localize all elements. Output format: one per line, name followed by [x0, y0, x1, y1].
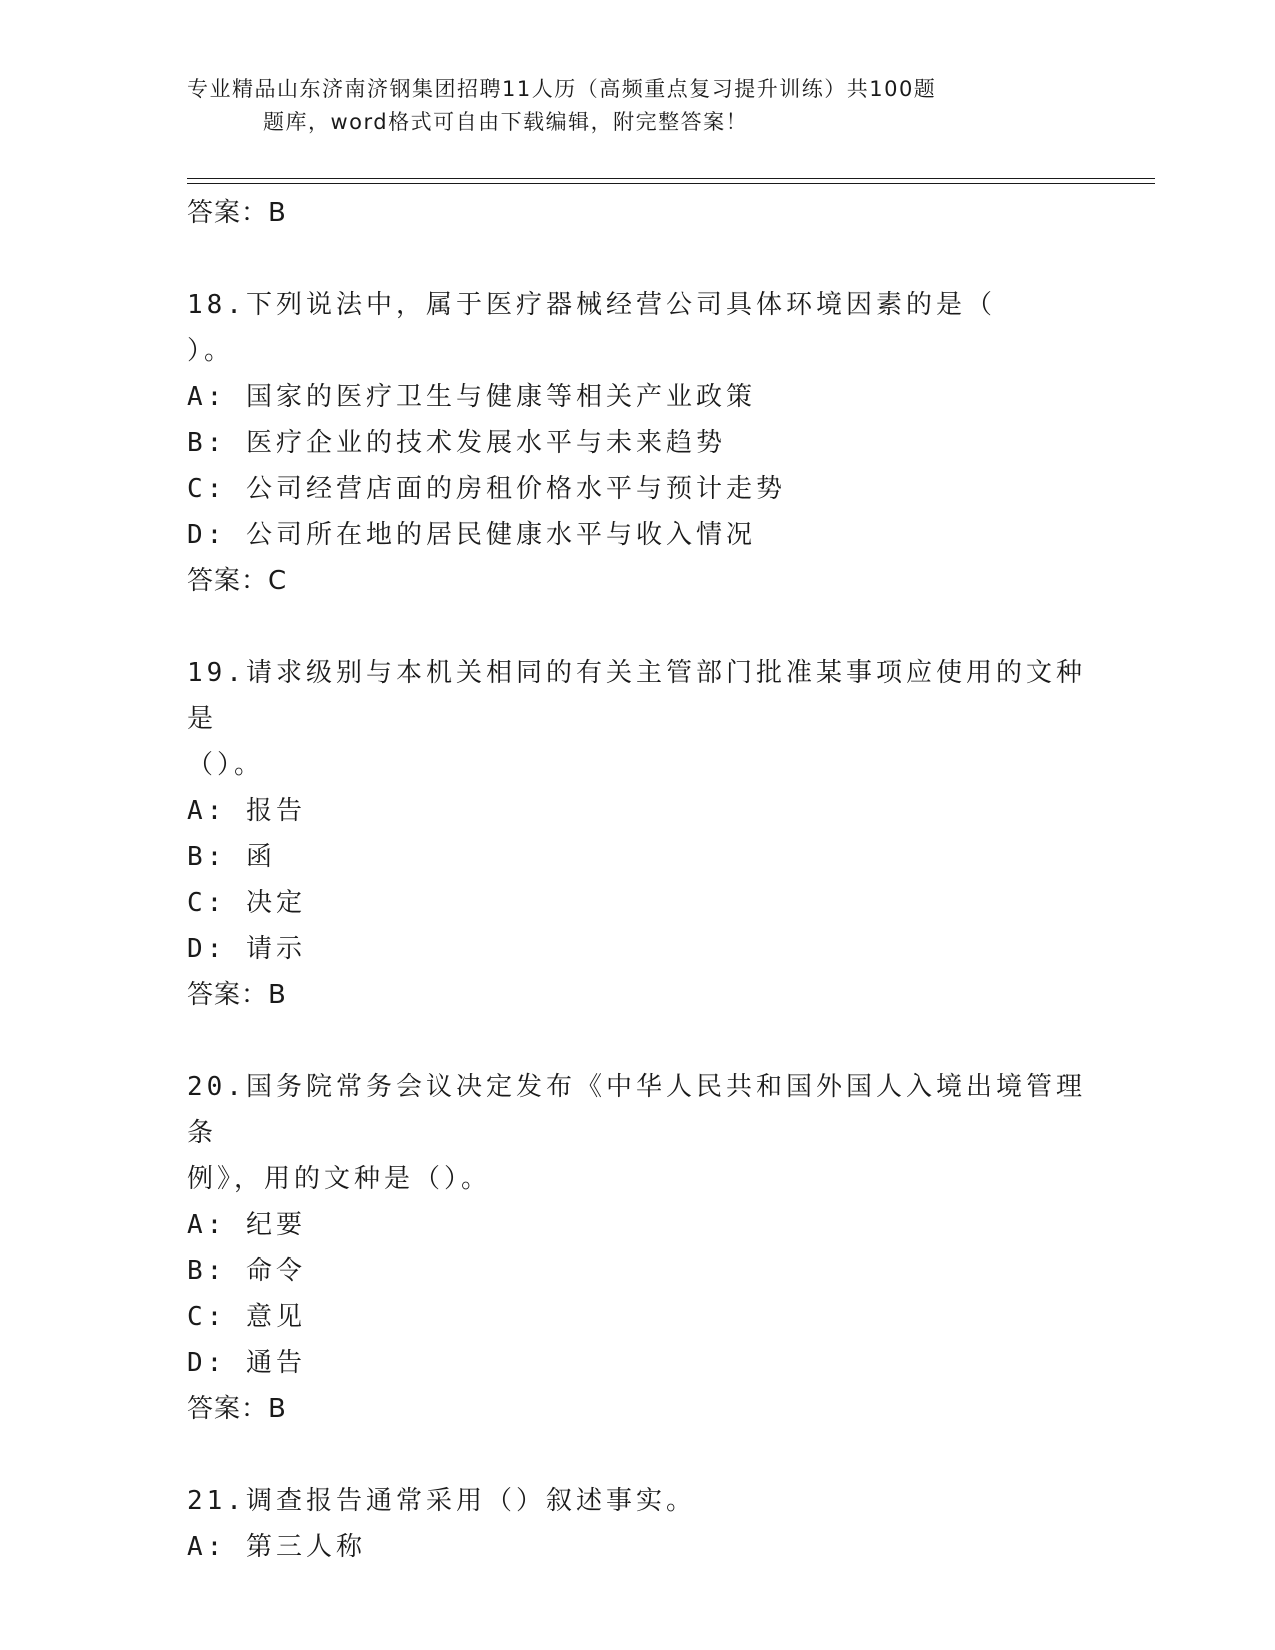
question-20	[187, 1064, 1087, 1432]
question-text: 20.国务院常务会议决定发布《中华人民共和国外国人入境出境管理条	[187, 1072, 1086, 1148]
option-d: D: 公司所在地的居民健康水平与收入情况	[187, 520, 756, 550]
option-a: A: 国家的医疗卫生与健康等相关产业政策	[187, 382, 756, 412]
previous-answer: 答案：B	[187, 198, 287, 228]
header-title-line2: 题库，word格式可自由下载编辑，附完整答案！	[263, 110, 749, 134]
option-a: A: 报告	[187, 796, 306, 826]
option-a: A: 第三人称	[187, 1532, 366, 1562]
option-a: A: 纪要	[187, 1210, 306, 1240]
answer: 答案：B	[187, 1394, 287, 1424]
option-b: B: 医疗企业的技术发展水平与未来趋势	[187, 428, 726, 458]
question-text-cont: 例》，用的文种是（）。	[187, 1164, 492, 1194]
question-text: 21.调查报告通常采用（）叙述事实。	[187, 1486, 696, 1516]
option-c: C: 决定	[187, 888, 306, 918]
document-header	[187, 73, 1047, 139]
option-b: B: 命令	[187, 1256, 306, 1286]
question-text-cont: ）。	[187, 336, 235, 366]
document-body	[187, 190, 1087, 1570]
option-b: B: 函	[187, 842, 276, 872]
header-title-line1: 专业精品山东济南济钢集团招聘11人历（高频重点复习提升训练）共100题	[187, 77, 937, 101]
header-divider-top	[187, 178, 1155, 179]
question-21	[187, 1478, 1087, 1570]
question-18	[187, 282, 1087, 604]
question-text-cont: （）。	[187, 750, 265, 780]
answer: 答案：C	[187, 566, 288, 596]
option-c: C: 意见	[187, 1302, 306, 1332]
question-19	[187, 650, 1087, 1018]
question-text: 18.下列说法中，属于医疗器械经营公司具体环境因素的是（	[187, 290, 996, 320]
option-d: D: 通告	[187, 1348, 306, 1378]
option-c: C: 公司经营店面的房租价格水平与预计走势	[187, 474, 786, 504]
question-text: 19.请求级别与本机关相同的有关主管部门批准某事项应使用的文种是	[187, 658, 1086, 734]
option-d: D: 请示	[187, 934, 306, 964]
header-divider-bottom	[187, 183, 1155, 184]
answer: 答案：B	[187, 980, 287, 1010]
